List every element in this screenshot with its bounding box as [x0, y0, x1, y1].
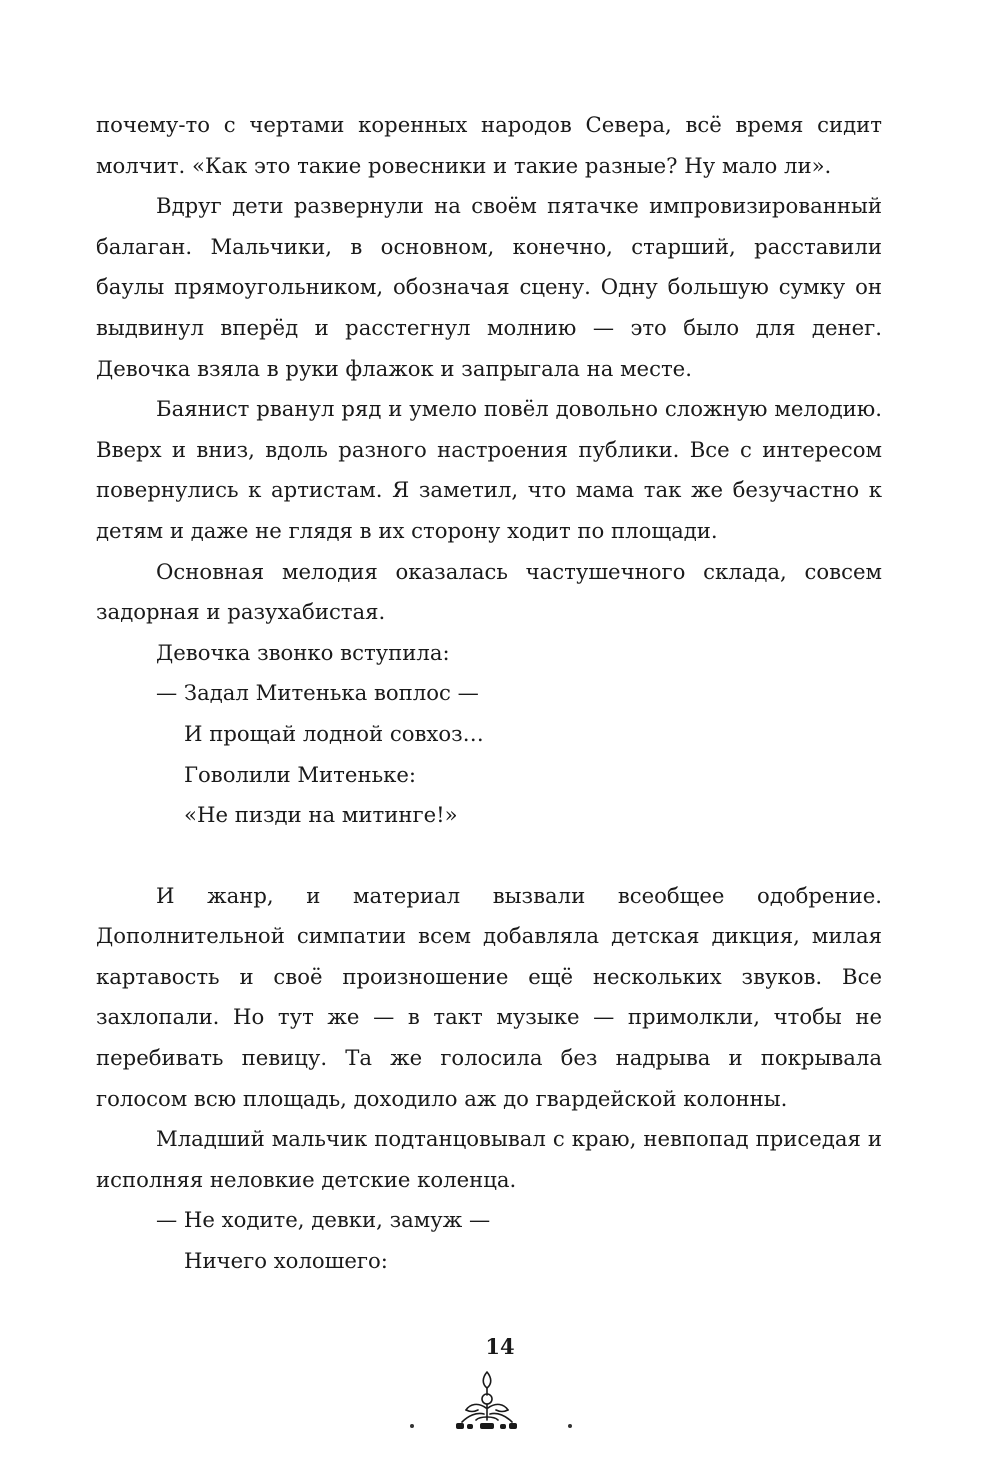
- paragraph-5: Девочка звонко вступила:: [156, 639, 450, 665]
- page-number: 14: [485, 1334, 515, 1359]
- verse-line: И прощай лодной совхоз…: [184, 720, 484, 746]
- verse-line: Говолили Митеньке:: [184, 761, 417, 787]
- verse-block-2: [96, 1200, 882, 1281]
- page-body-text: [96, 105, 882, 1282]
- verse-line: Ничего холошего:: [184, 1248, 388, 1274]
- paragraph-7: Младший мальчик подтанцовывал с краю, невпопад приседая и исполняя неловкие детские коленца.: [96, 1126, 882, 1192]
- stanza-gap: [96, 836, 882, 876]
- paragraph-2: Вдруг дети развернули на своём пятачке импровизированный балаган. Мальчики, в основном, конечно, старший, расставили баулы прямоугольником, обозначая сцену. Одну большую сумку он выдвинул вперёд и расстегнул молнию — это было для денег. Девочка взяла в руки флажок и запрыгала на месте.: [96, 193, 882, 381]
- paragraph-4: Основная мелодия оказалась частушечного склада, совсем задорная и разухабистая.: [96, 558, 882, 625]
- paragraph-1: почему-то с чертами коренных народов Севера, всё время сидит молчит. «Как это такие ровесники и такие разные? Ну мало ли».: [96, 112, 882, 178]
- verse-line: — Задал Митенька воплос —: [156, 680, 479, 706]
- print-speck: [410, 1424, 414, 1428]
- print-speck: [568, 1424, 572, 1428]
- paragraph-6: И жанр, и материал вызвали всеобщее одобрение. Дополнительной симпатии всем добавляла детская дикция, милая картавость и своё произношение ещё нескольких звуков. Все захлопали. Но тут же — в такт музыке — примолкли, чтобы не перебивать певицу. Та же голосила без надрыва и покрывала голосом всю площадь, доходило аж до гвардейской колонны.: [96, 882, 882, 1111]
- verse-block-1: [96, 673, 882, 835]
- verse-line: — Не ходите, девки, замуж —: [156, 1207, 491, 1233]
- paragraph-3: Баянист рванул ряд и умело повёл довольно сложную мелодию. Вверх и вниз, вдоль разного настроения публики. Все с интересом повернулись к артистам. Я заметил, что мама так же безучастно к детям и даже не глядя в их сторону ходит по площади.: [96, 396, 882, 543]
- publisher-emblem-icon: [442, 1368, 532, 1438]
- verse-line: «Не пизди на митинге!»: [184, 802, 458, 828]
